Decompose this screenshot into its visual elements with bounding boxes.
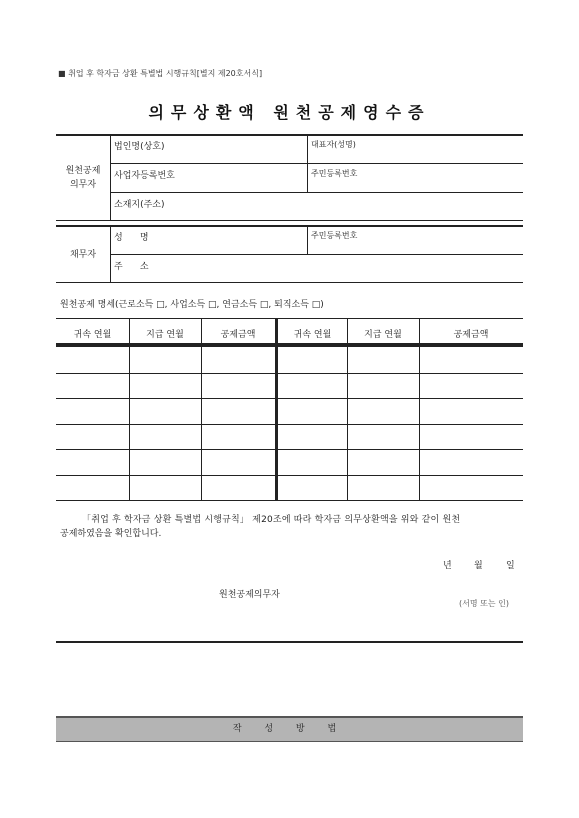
table-column-divider <box>129 318 130 500</box>
table-row <box>56 475 523 476</box>
debtor-bottom-border <box>56 282 523 283</box>
writing-method-header: 작 성 방 법 <box>56 716 523 742</box>
address-label: 소재지(주소) <box>114 200 165 210</box>
table-header-bottom-border <box>56 343 523 347</box>
table-center-divider <box>275 318 278 500</box>
debtor-name-label: 성 명 <box>114 233 149 243</box>
obligor-resident-reg-label: 주민등록번호 <box>311 169 358 178</box>
table-column-divider <box>201 318 202 500</box>
obligor-bottom-border <box>56 220 523 221</box>
header-belong-month-1: 귀속 연월 <box>73 330 112 340</box>
table-top-border <box>56 318 523 319</box>
table-row <box>56 449 523 450</box>
signature-label: 원천공제의무자 <box>219 590 280 600</box>
table-column-divider <box>347 318 348 500</box>
corp-name-label: 법인명(상호) <box>114 142 165 152</box>
obligor-col-divider <box>307 135 308 192</box>
date-day: 일 <box>506 561 515 571</box>
obligor-row-divider-2 <box>110 192 523 193</box>
obligor-label-divider <box>110 135 111 221</box>
statement-line-1: 「취업 후 학자금 상환 특별법 시행규칙」 제20조에 따라 학자금 의무상환액을 위와 같이 원천 <box>82 515 461 525</box>
table-row <box>56 398 523 399</box>
signature-note: (서명 또는 인) <box>459 599 509 608</box>
statement-line-2: 공제하였음을 확인합니다. <box>60 529 162 539</box>
deduction-detail-label: 원천공제 명세(근로소득 □, 사업소득 □, 연금소득 □, 퇴직소득 □) <box>60 300 324 310</box>
debtor-col-divider <box>307 227 308 254</box>
table-column-divider <box>419 318 420 500</box>
obligor-section-label: 원천공제 의무자 <box>65 166 101 190</box>
header-pay-month-1: 지급 연월 <box>146 330 184 340</box>
debtor-section-label: 채무자 <box>69 250 97 260</box>
debtor-label-divider <box>110 227 111 283</box>
debtor-address-label: 주 소 <box>114 262 149 272</box>
representative-label: 대표자(성명) <box>311 140 356 149</box>
date-year: 년 <box>443 561 452 571</box>
debtor-row-divider <box>110 254 523 255</box>
header-amount-1: 공제금액 <box>220 330 256 340</box>
header-pay-month-2: 지급 연월 <box>364 330 402 340</box>
document-title: 의무상환액 원천공제영수증 <box>148 103 431 122</box>
debtor-top-border <box>56 225 523 227</box>
table-row <box>56 500 523 501</box>
obligor-top-border <box>56 134 523 136</box>
debtor-resident-reg-label: 주민등록번호 <box>311 231 358 240</box>
obligor-row-divider-1 <box>110 163 523 164</box>
form-reference: ■ 취업 후 학자금 상환 특별법 시행규칙[별지 제20호서식] <box>58 69 263 78</box>
header-belong-month-2: 귀속 연월 <box>293 330 332 340</box>
business-reg-label: 사업자등록번호 <box>114 171 175 181</box>
table-row <box>56 373 523 374</box>
date-month: 월 <box>474 561 483 571</box>
table-row <box>56 424 523 425</box>
statement-bottom-border <box>56 641 523 643</box>
header-amount-2: 공제금액 <box>453 330 489 340</box>
